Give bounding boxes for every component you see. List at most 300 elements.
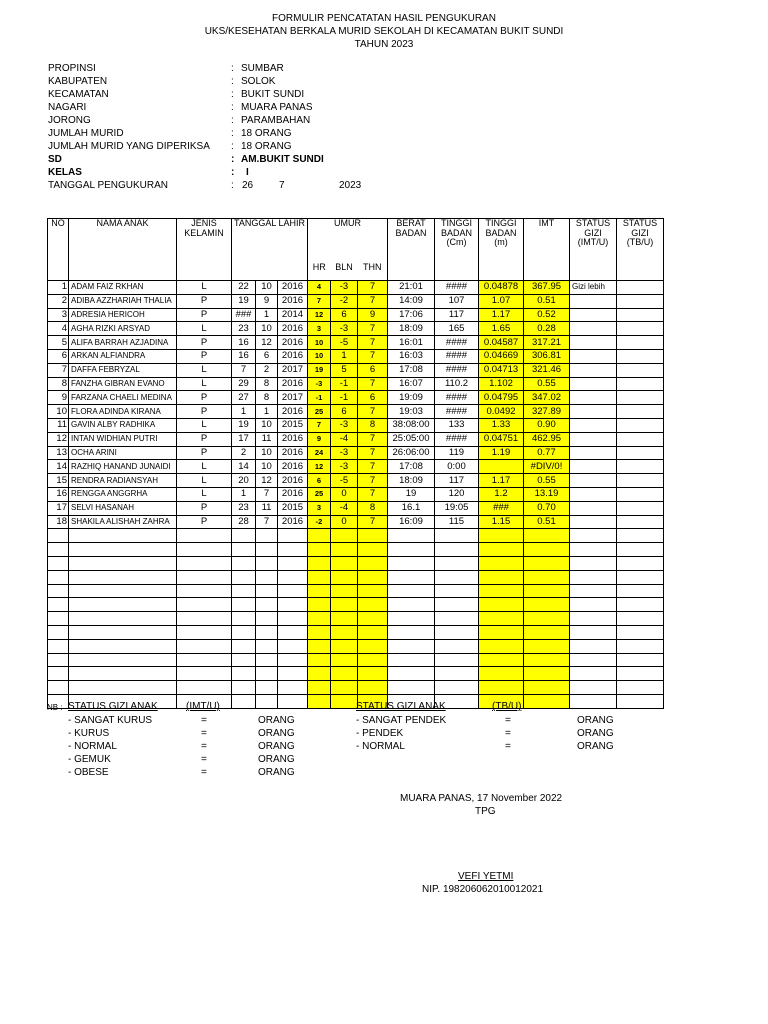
empty-cell xyxy=(232,570,256,584)
cell-umur-thn: 7 xyxy=(358,294,388,308)
cell-bln-lahir: 9 xyxy=(256,294,278,308)
cell-nama: GAVIN ALBY RADHIKA xyxy=(69,418,177,432)
cell-jenis-kelamin: L xyxy=(177,322,232,336)
empty-cell xyxy=(232,598,256,612)
cell-nama: RAZHIQ HANAND JUNAIDI xyxy=(69,460,177,474)
empty-cell xyxy=(308,639,331,653)
empty-cell xyxy=(435,584,479,598)
cell-jenis-kelamin: P xyxy=(177,405,232,419)
empty-cell xyxy=(69,543,177,557)
cell-no: 14 xyxy=(48,460,69,474)
empty-cell xyxy=(331,681,358,695)
empty-cell xyxy=(278,653,308,667)
cell-tgl-lahir: 20 xyxy=(232,474,256,488)
empty-cell xyxy=(232,653,256,667)
cell-status-tb xyxy=(617,349,664,363)
empty-cell xyxy=(617,639,664,653)
cell-no: 12 xyxy=(48,432,69,446)
empty-cell xyxy=(331,625,358,639)
empty-cell xyxy=(435,625,479,639)
cell-imt: #DIV/0! xyxy=(524,460,570,474)
cell-berat-badan: 18:09 xyxy=(388,322,435,336)
cell-no: 10 xyxy=(48,405,69,419)
cell-bln-lahir: 11 xyxy=(256,501,278,515)
empty-cell xyxy=(388,667,435,681)
cell-jenis-kelamin: P xyxy=(177,336,232,350)
empty-cell xyxy=(435,598,479,612)
empty-cell xyxy=(479,570,524,584)
cell-imt: 321.46 xyxy=(524,363,570,377)
cell-imt: 0.77 xyxy=(524,446,570,460)
cell-status-imt xyxy=(570,363,617,377)
empty-cell xyxy=(278,556,308,570)
empty-cell xyxy=(232,625,256,639)
empty-cell xyxy=(570,570,617,584)
right-item-label: - NORMAL xyxy=(356,741,405,752)
empty-cell xyxy=(69,584,177,598)
cell-status-imt xyxy=(570,460,617,474)
col-umur: UMUR xyxy=(308,219,388,255)
cell-no: 9 xyxy=(48,391,69,405)
col-tinggi-badan-m: TINGGI BADAN (m) xyxy=(479,219,524,281)
cell-berat-badan: 19:03 xyxy=(388,405,435,419)
cell-status-tb xyxy=(617,418,664,432)
empty-cell xyxy=(308,681,331,695)
cell-status-imt: Gizi lebih xyxy=(570,281,617,295)
cell-status-tb xyxy=(617,294,664,308)
cell-status-imt xyxy=(570,418,617,432)
left-item-label: - OBESE xyxy=(68,767,109,778)
cell-status-tb xyxy=(617,377,664,391)
cell-tinggi-cm: #### xyxy=(435,281,479,295)
empty-cell xyxy=(256,653,278,667)
cell-no: 11 xyxy=(48,418,69,432)
cell-no: 17 xyxy=(48,501,69,515)
cell-jenis-kelamin: P xyxy=(177,515,232,529)
empty-cell xyxy=(479,625,524,639)
empty-cell xyxy=(479,639,524,653)
empty-cell xyxy=(232,639,256,653)
cell-status-tb xyxy=(617,405,664,419)
cell-imt: 0.55 xyxy=(524,474,570,488)
form-subtitle: UKS/KESEHATAN BERKALA MURID SEKOLAH DI KECAMATAN BUKIT SUNDI xyxy=(204,26,564,37)
cell-umur-hr: -1 xyxy=(308,391,331,405)
cell-umur-thn: 7 xyxy=(358,281,388,295)
cell-bln-lahir: 10 xyxy=(256,322,278,336)
empty-cell xyxy=(479,598,524,612)
cell-umur-hr: 3 xyxy=(308,322,331,336)
form-year: TAHUN 2023 xyxy=(354,39,414,50)
cell-tinggi-m: 0.0492 xyxy=(479,405,524,419)
cell-umur-hr: 10 xyxy=(308,336,331,350)
info-value: PARAMBAHAN xyxy=(241,115,311,126)
cell-umur-hr: 7 xyxy=(308,418,331,432)
col-nama: NAMA ANAK xyxy=(69,219,177,281)
nb-label: NB : xyxy=(47,703,63,712)
empty-cell xyxy=(232,694,256,708)
col-imt: IMT xyxy=(524,219,570,281)
empty-cell xyxy=(435,529,479,543)
empty-cell xyxy=(570,625,617,639)
empty-cell xyxy=(388,681,435,695)
cell-umur-hr: -3 xyxy=(308,377,331,391)
right-status-sub: (TB/U) xyxy=(492,701,522,712)
empty-cell xyxy=(479,653,524,667)
empty-cell xyxy=(308,653,331,667)
cell-umur-thn: 7 xyxy=(358,446,388,460)
cell-tinggi-cm: 119 xyxy=(435,446,479,460)
empty-row xyxy=(48,543,664,557)
signer-name: VEFI YETMI xyxy=(458,871,514,882)
empty-cell xyxy=(177,556,232,570)
cell-umur-thn: 7 xyxy=(358,336,388,350)
info-label: TANGGAL PENGUKURAN xyxy=(48,180,169,191)
info-label: JUMLAH MURID xyxy=(48,128,124,139)
cell-berat-badan: 17:08 xyxy=(388,460,435,474)
cell-bln-lahir: 11 xyxy=(256,432,278,446)
cell-tinggi-cm: 115 xyxy=(435,515,479,529)
empty-cell xyxy=(570,653,617,667)
table-row xyxy=(48,322,664,336)
col-jenis-kelamin: JENIS KELAMIN xyxy=(177,219,232,281)
cell-tgl-lahir: 2 xyxy=(232,446,256,460)
left-item-eq: = xyxy=(201,728,207,739)
cell-tgl-lahir: 19 xyxy=(232,294,256,308)
cell-imt: 327.89 xyxy=(524,405,570,419)
table-row xyxy=(48,294,664,308)
cell-bln-lahir: 1 xyxy=(256,405,278,419)
empty-cell xyxy=(617,543,664,557)
info-label: PROPINSI xyxy=(48,63,96,74)
cell-umur-bln: -3 xyxy=(331,322,358,336)
cell-thn-lahir: 2016 xyxy=(278,405,308,419)
cell-umur-thn: 7 xyxy=(358,322,388,336)
empty-cell xyxy=(617,625,664,639)
cell-tinggi-m: 1.33 xyxy=(479,418,524,432)
empty-cell xyxy=(177,570,232,584)
col-no: NO xyxy=(48,219,69,281)
empty-cell xyxy=(308,556,331,570)
cell-tinggi-cm: 120 xyxy=(435,487,479,501)
cell-nama: ADRESIA HERICOH xyxy=(69,308,177,322)
cell-imt: 347.02 xyxy=(524,391,570,405)
empty-cell xyxy=(570,556,617,570)
empty-cell xyxy=(388,529,435,543)
empty-cell xyxy=(524,584,570,598)
empty-cell xyxy=(570,598,617,612)
cell-nama: FANZHA GIBRAN EVANO xyxy=(69,377,177,391)
cell-tinggi-cm: #### xyxy=(435,432,479,446)
cell-tinggi-cm: 133 xyxy=(435,418,479,432)
empty-cell xyxy=(435,612,479,626)
cell-no: 13 xyxy=(48,446,69,460)
cell-no: 18 xyxy=(48,515,69,529)
cell-umur-bln: -3 xyxy=(331,281,358,295)
info-block: PROPINSI : SUMBAR KABUPATEN : SOLOK KECAMATAN : BUKIT SUNDI NAGARI : MUARA PANAS JORONG : PARAMBAHAN JUMLAH MURID : 18 ORANG JUMLAH MURID YANG DIPERIKSA : 18 ORANG SD : AM.BUKIT SUNDI KELAS : I TANGGAL PENGUKURAN : 26 7 2023 xyxy=(48,63,362,191)
empty-cell xyxy=(177,612,232,626)
empty-cell xyxy=(256,667,278,681)
empty-cell xyxy=(358,639,388,653)
cell-tinggi-m: ### xyxy=(479,501,524,515)
place-date: MUARA PANAS, 17 November 2022 xyxy=(400,793,563,804)
empty-cell xyxy=(570,639,617,653)
cell-status-imt xyxy=(570,501,617,515)
cell-tgl-lahir: 1 xyxy=(232,405,256,419)
cell-tinggi-m: 0.04751 xyxy=(479,432,524,446)
cell-status-imt xyxy=(570,322,617,336)
empty-cell xyxy=(388,653,435,667)
left-item-label: - KURUS xyxy=(68,728,110,739)
empty-cell xyxy=(331,667,358,681)
empty-cell xyxy=(570,667,617,681)
cell-nama: ARKAN ALFIANDRA xyxy=(69,349,177,363)
empty-cell xyxy=(524,570,570,584)
empty-cell xyxy=(232,612,256,626)
cell-tgl-lahir: 1 xyxy=(232,487,256,501)
cell-tinggi-cm: #### xyxy=(435,391,479,405)
empty-cell xyxy=(331,598,358,612)
empty-cell xyxy=(524,694,570,708)
empty-cell xyxy=(177,639,232,653)
cell-no: 5 xyxy=(48,336,69,350)
cell-tinggi-m: 0.04713 xyxy=(479,363,524,377)
empty-cell xyxy=(69,653,177,667)
empty-cell xyxy=(308,612,331,626)
empty-cell xyxy=(388,598,435,612)
empty-cell xyxy=(479,667,524,681)
cell-status-imt xyxy=(570,515,617,529)
cell-thn-lahir: 2016 xyxy=(278,446,308,460)
empty-cell xyxy=(479,681,524,695)
cell-imt: 306.81 xyxy=(524,349,570,363)
cell-imt: 0.51 xyxy=(524,294,570,308)
table-row xyxy=(48,418,664,432)
empty-cell xyxy=(177,598,232,612)
empty-row xyxy=(48,639,664,653)
cell-umur-bln: -3 xyxy=(331,418,358,432)
cell-tinggi-cm: #### xyxy=(435,405,479,419)
cell-umur-thn: 7 xyxy=(358,349,388,363)
empty-cell xyxy=(358,584,388,598)
left-item-unit: ORANG xyxy=(258,728,295,739)
cell-imt: 0.70 xyxy=(524,501,570,515)
cell-umur-bln: -4 xyxy=(331,432,358,446)
cell-thn-lahir: 2016 xyxy=(278,349,308,363)
col-tinggi-badan-cm: TINGGI BADAN (Cm) xyxy=(435,219,479,281)
cell-umur-hr: 4 xyxy=(308,281,331,295)
table-row xyxy=(48,515,664,529)
cell-nama: ALIFA BARRAH AZJADINA xyxy=(69,336,177,350)
cell-tinggi-m xyxy=(479,460,524,474)
cell-imt: 462.95 xyxy=(524,432,570,446)
empty-cell xyxy=(177,667,232,681)
col-tanggal-lahir: TANGGAL LAHIR xyxy=(232,219,308,281)
info-label: NAGARI xyxy=(48,102,87,113)
cell-tinggi-m: 1.15 xyxy=(479,515,524,529)
empty-cell xyxy=(308,625,331,639)
cell-tinggi-m: 1.102 xyxy=(479,377,524,391)
empty-cell xyxy=(388,570,435,584)
cell-tinggi-cm: 117 xyxy=(435,474,479,488)
empty-cell xyxy=(331,570,358,584)
empty-cell xyxy=(358,529,388,543)
info-value-year: 2023 xyxy=(339,180,362,191)
empty-cell xyxy=(435,556,479,570)
cell-imt: 0.52 xyxy=(524,308,570,322)
empty-cell xyxy=(617,681,664,695)
cell-thn-lahir: 2017 xyxy=(278,391,308,405)
cell-tgl-lahir: 27 xyxy=(232,391,256,405)
cell-nama: OCHA ARINI xyxy=(69,446,177,460)
empty-cell xyxy=(331,529,358,543)
empty-row xyxy=(48,681,664,695)
cell-tinggi-cm: #### xyxy=(435,349,479,363)
cell-bln-lahir: 10 xyxy=(256,460,278,474)
cell-umur-hr: 12 xyxy=(308,308,331,322)
empty-cell xyxy=(278,694,308,708)
empty-cell xyxy=(524,681,570,695)
cell-jenis-kelamin: L xyxy=(177,363,232,377)
empty-cell xyxy=(48,639,69,653)
cell-umur-thn: 7 xyxy=(358,405,388,419)
cell-umur-hr: 9 xyxy=(308,432,331,446)
left-status-sub: (IMT/U) xyxy=(186,701,220,712)
info-value: AM.BUKIT SUNDI xyxy=(241,154,324,165)
cell-umur-thn: 7 xyxy=(358,487,388,501)
empty-cell xyxy=(48,556,69,570)
cell-imt: 0.51 xyxy=(524,515,570,529)
empty-cell xyxy=(69,598,177,612)
empty-cell xyxy=(232,543,256,557)
empty-cell xyxy=(358,543,388,557)
cell-berat-badan: 17:06 xyxy=(388,308,435,322)
empty-cell xyxy=(232,667,256,681)
cell-berat-badan: 16.1 xyxy=(388,501,435,515)
empty-cell xyxy=(570,694,617,708)
cell-status-tb xyxy=(617,336,664,350)
cell-tgl-lahir: 16 xyxy=(232,336,256,350)
empty-cell xyxy=(331,639,358,653)
cell-umur-bln: -5 xyxy=(331,474,358,488)
cell-tinggi-m: 1.07 xyxy=(479,294,524,308)
empty-cell xyxy=(524,639,570,653)
cell-tgl-lahir: 23 xyxy=(232,322,256,336)
empty-cell xyxy=(435,639,479,653)
empty-cell xyxy=(177,625,232,639)
cell-tinggi-m: 0.04669 xyxy=(479,349,524,363)
cell-thn-lahir: 2016 xyxy=(278,432,308,446)
empty-cell xyxy=(358,667,388,681)
cell-no: 8 xyxy=(48,377,69,391)
cell-umur-thn: 6 xyxy=(358,363,388,377)
cell-thn-lahir: 2016 xyxy=(278,515,308,529)
cell-no: 16 xyxy=(48,487,69,501)
cell-umur-bln: -3 xyxy=(331,446,358,460)
cell-no: 3 xyxy=(48,308,69,322)
empty-cell xyxy=(358,612,388,626)
cell-tgl-lahir: 19 xyxy=(232,418,256,432)
cell-status-tb xyxy=(617,308,664,322)
cell-umur-hr: -2 xyxy=(308,515,331,529)
empty-cell xyxy=(256,584,278,598)
cell-umur-hr: 24 xyxy=(308,446,331,460)
left-item-unit: ORANG xyxy=(258,767,295,778)
signer-nip: NIP. 198206062010012021 xyxy=(422,884,544,895)
info-value: SOLOK xyxy=(241,76,276,87)
empty-cell xyxy=(278,584,308,598)
cell-tgl-lahir: 29 xyxy=(232,377,256,391)
empty-cell xyxy=(177,584,232,598)
cell-imt: 13.19 xyxy=(524,487,570,501)
cell-umur-hr: 7 xyxy=(308,294,331,308)
col-bln: BLN xyxy=(331,255,358,281)
cell-bln-lahir: 10 xyxy=(256,281,278,295)
cell-no: 6 xyxy=(48,349,69,363)
empty-cell xyxy=(524,598,570,612)
empty-cell xyxy=(278,570,308,584)
empty-cell xyxy=(48,570,69,584)
cell-jenis-kelamin: L xyxy=(177,460,232,474)
info-value: I xyxy=(246,167,249,178)
info-value-month: 7 xyxy=(279,180,285,191)
cell-umur-bln: 5 xyxy=(331,363,358,377)
info-value: 18 ORANG xyxy=(241,141,292,152)
cell-status-tb xyxy=(617,474,664,488)
empty-cell xyxy=(479,584,524,598)
cell-umur-bln: -1 xyxy=(331,377,358,391)
info-value-day: 26 xyxy=(242,180,254,191)
cell-jenis-kelamin: L xyxy=(177,487,232,501)
empty-cell xyxy=(388,612,435,626)
cell-bln-lahir: 10 xyxy=(256,418,278,432)
cell-umur-hr: 12 xyxy=(308,460,331,474)
cell-umur-bln: -4 xyxy=(331,501,358,515)
col-hr: HR xyxy=(308,255,331,281)
cell-tinggi-m: 1.2 xyxy=(479,487,524,501)
cell-bln-lahir: 12 xyxy=(256,336,278,350)
empty-cell xyxy=(48,625,69,639)
right-item-eq: = xyxy=(505,728,511,739)
table-row xyxy=(48,474,664,488)
empty-cell xyxy=(278,681,308,695)
empty-cell xyxy=(479,529,524,543)
empty-cell xyxy=(617,667,664,681)
cell-jenis-kelamin: L xyxy=(177,281,232,295)
table-row xyxy=(48,363,664,377)
col-berat-badan: BERAT BADAN xyxy=(388,219,435,281)
cell-umur-thn: 7 xyxy=(358,432,388,446)
empty-cell xyxy=(177,543,232,557)
empty-cell xyxy=(435,543,479,557)
empty-cell xyxy=(358,653,388,667)
empty-cell xyxy=(69,667,177,681)
cell-bln-lahir: 12 xyxy=(256,474,278,488)
cell-tinggi-m: 0.04795 xyxy=(479,391,524,405)
table-row xyxy=(48,308,664,322)
left-item-label: - SANGAT KURUS xyxy=(68,715,153,726)
empty-cell xyxy=(48,681,69,695)
cell-tinggi-cm: #### xyxy=(435,363,479,377)
empty-cell xyxy=(69,681,177,695)
cell-umur-thn: 7 xyxy=(358,515,388,529)
empty-cell xyxy=(69,529,177,543)
empty-cell xyxy=(232,584,256,598)
cell-status-imt xyxy=(570,336,617,350)
empty-cell xyxy=(479,612,524,626)
empty-cell xyxy=(278,598,308,612)
cell-bln-lahir: 7 xyxy=(256,487,278,501)
table-row xyxy=(48,501,664,515)
